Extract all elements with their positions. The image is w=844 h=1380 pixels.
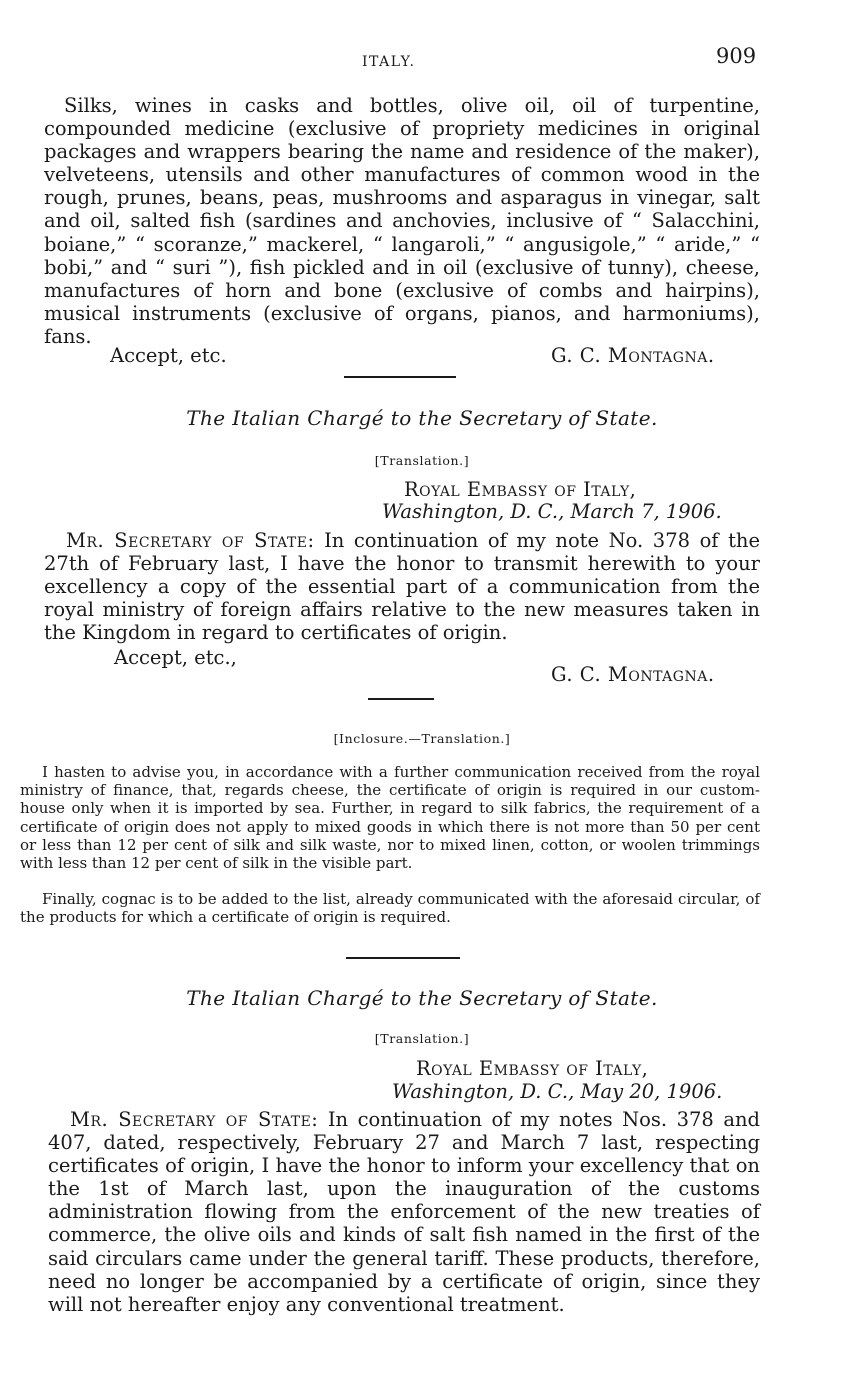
inclosure-paragraph-1: I hasten to advise you, in accordance with a further communication received from the royal ministry of finance, that, regards cheese, the certificate of origin is required in our custom-house only when it is imported by sea. Further, in regard to silk fabrics, the requirement of a certificate of origin does not apply to mixed goods in which there is not more than 50 per cent or less than 12 per cent of silk and silk waste, nor to mixed linen, cotton, or woolen trimmings with less than 12 per cent of silk in the visible part. (20, 763, 760, 873)
salutation-1: Mr. Secretary of State: (66, 529, 315, 552)
running-title: ITALY. (362, 54, 416, 70)
closing-accept-1: Accept, etc. (110, 344, 227, 367)
letter-heading-2: The Italian Chargé to the Secretary of State. (186, 986, 658, 1010)
inclosure-label: [Inclosure.—Translation.] (333, 731, 511, 746)
dateline-2: Washington, D. C., May 20, 1906. (392, 1080, 723, 1103)
embassy-address-1: Royal Embassy of Italy, (404, 478, 637, 501)
letter-heading-1: The Italian Chargé to the Secretary of State. (186, 406, 658, 430)
inclosure-paragraph-2: Finally, cognac is to be added to the list, already communicated with the aforesaid circular, of the products for which a certificate of origin is required. (20, 890, 760, 927)
signature-1: G. C. Montagna. (551, 344, 715, 367)
section-divider (368, 698, 434, 700)
page-number: 909 (716, 44, 757, 68)
letter-body-1 (44, 529, 760, 644)
letter-text-2: In continuation of my notes Nos. 378 and 407, dated, respectively, February 27 and March 7 last, respecting certificates of origin, I have the honor to inform your excellency that on the 1st of March last, upon the inauguration of the customs administration flowing from the enforcement of the new treaties of commerce, the olive oils and kinds of salt fish named in the first of the said circulars came under the general tariff. These products, therefore, need no longer be accompanied by a certificate of origin, since they will not hereafter enjoy any conventional treatment. (48, 1108, 760, 1316)
translation-label-1: [Translation.] (374, 453, 470, 468)
letter-text-1: In continuation of my note No. 378 of the 27th of February last, I have the honor to transmit herewith to your excellency a copy of the essential part of a communication from the royal ministry of foreign affairs relative to the new measures taken in the Kingdom in regard to certificates of origin. (44, 529, 761, 645)
letter-body-2 (48, 1108, 760, 1316)
salutation-2: Mr. Secretary of State: (70, 1108, 319, 1131)
translation-label-2: [Translation.] (374, 1031, 470, 1046)
signature-2: G. C. Montagna. (551, 663, 715, 686)
section-divider (346, 957, 460, 959)
embassy-address-2: Royal Embassy of Italy, (416, 1057, 649, 1080)
dateline-1: Washington, D. C., March 7, 1906. (382, 500, 722, 523)
opening-paragraph: Silks, wines in casks and bottles, olive oil, oil of turpentine, compounded medicine (exclusive of propriety medicines in original packages and wrappers bearing the name and residence of the maker), velveteens, utensils and other manufactures of common wood in the rough, prunes, beans, peas, mushrooms and asparagus in vinegar, salt and oil, salted fish (sardines and anchovies, inclusive of “ Salacchini, boiane,” “ scoranze,” mackerel, “ langaroli,” “ angusigole,” “ aride,” “ bobi,” and “ suri ”), fish pickled and in oil (exclusive of tunny), cheese, manufactures of horn and bone (exclusive of combs and hairpins), musical instruments (exclusive of organs, pianos, and harmoniums), fans. (44, 94, 760, 348)
closing-accept-2: Accept, etc., (114, 646, 237, 669)
section-divider (344, 376, 456, 378)
